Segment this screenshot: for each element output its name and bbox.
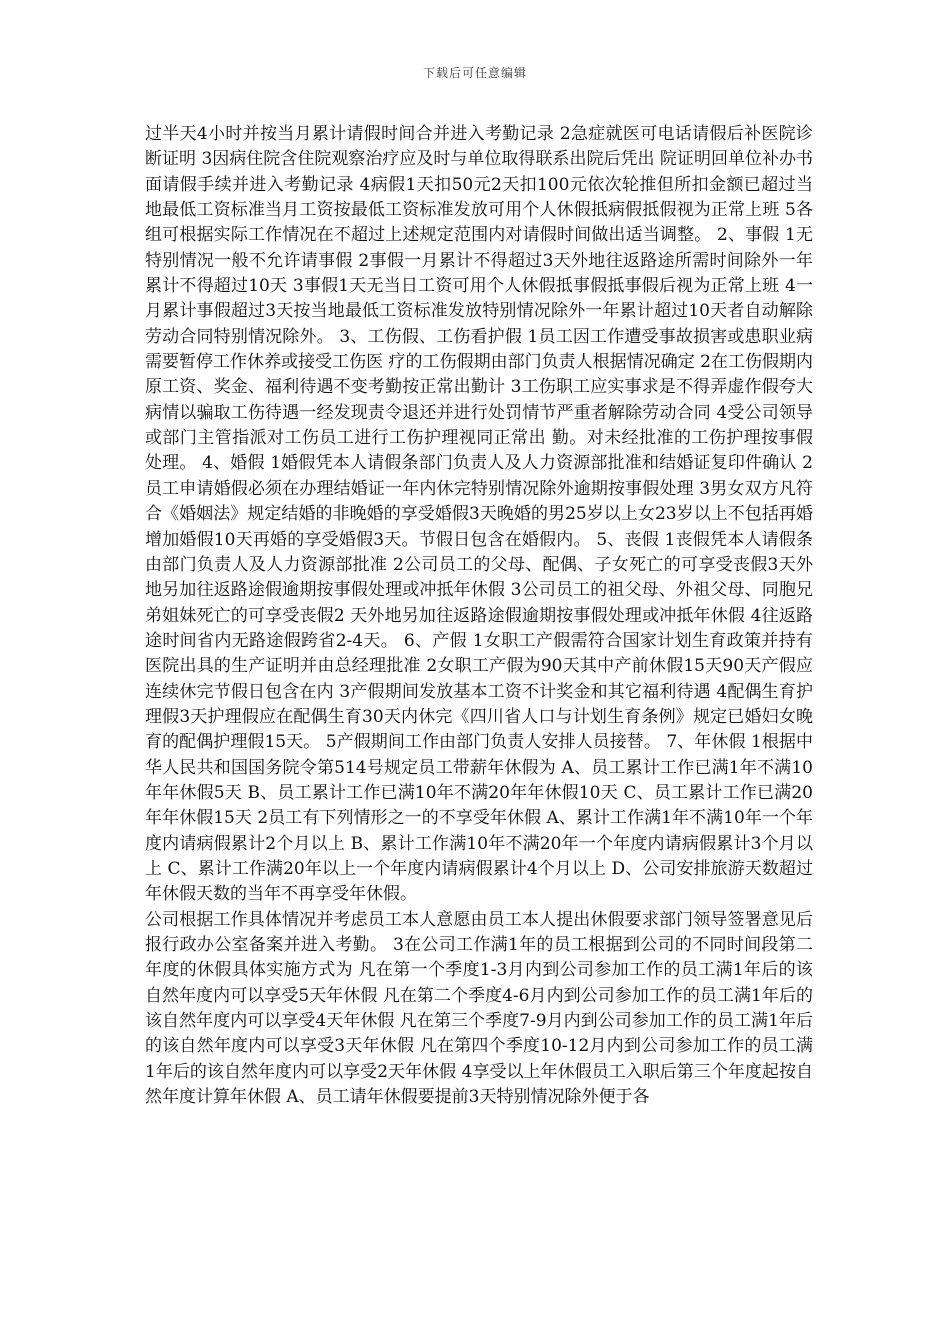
document-body [145,122,813,1110]
page-header: 下载后可任意编辑 [422,66,527,80]
paragraph: 公司根据工作具体情况并考虑员工本人意愿由员工本人提出休假要求部门领导签署意见后报行政办公室备案并进入考勤。 3在公司工作满1年的员工根据到公司的不同时间段第二年度的休假具体实施方式为 凡在第一个季度1-3月内到公司参加工作的员工满1年后的该自然年度内可以享受5天年休假 凡在第二个季度4-6月内到公司参加工作的员工满1年后的该自然年度内可以享受4天年休假 凡在第三个季度7-9月内到公司参加工作的员工满1年后的该自然年度内可以享受3天年休假 凡在第四个季度10-12月内到公司参加工作的员工满1年后的该自然年度内可以享受2天年休假 4享受以上年休假员工入职后第三个年度起按自然年度计算年休假 A、员工请年休假要提前3天特别情况除外便于各 [145,909,813,1108]
paragraph: 过半天4小时并按当月累计请假时间合并进入考勤记录 2急症就医可电话请假后补医院诊断证明 3因病住院含住院观察治疗应及时与单位取得联系出院后凭出 院证明回单位补办书面请假手续并进入考勤记录 4病假1天扣50元2天扣100元依次轮推但所扣金额已超过当地最低工资标准当月工资按最低工资标准发放可用个人休假抵病假抵假视为正常上班 5各组可根据实际工作情况在不超过上述规定范围内对请假时间做出适当调整。 2、事假 1无特别情况一般不允许请事假 2事假一月累计不得超过3天外地往返路途所需时间除外一年累计不得超过10天 3事假1天无当日工资可用个人休假抵事假抵事假后视为正常上班 4一月累计事假超过3天按当地最低工资标准发放特别情况除外一年累计超过10天者自动解除劳动合同特别情况除外。 3、工伤假、工伤看护假 1员工因工作遭受事故损害或患职业病需要暂停工作休养或接受工伤医 疗的工伤假期由部门负责人根据情况确定 2在工伤假期内原工资、奖金、福利待遇不变考勤按正常出勤计 3工伤职工应实事求是不得弄虚作假夸大病情以骗取工伤待遇一经发现责令退还并进行处罚情节严重者解除劳动合同 4受公司领导或部门主管指派对工伤员工进行工伤护理视同正常出 勤。对未经批准的工伤护理按事假处理。 4、婚假 1婚假凭本人请假条部门负责人及人力资源部批准和结婚证复印件确认 2员工申请婚假必须在办理结婚证一年内休完特别情况除外逾期按事假处理 3男女双方凡符合《婚姻法》规定结婚的非晚婚的享受婚假3天晚婚的男25岁以上女23岁以上不包括再婚增加婚假10天再婚的享受婚假3天。节假日包含在婚假内。 5、丧假 1丧假凭本人请假条由部门负责人及人力资源部批准 2公司员工的父母、配偶、子女死亡的可享受丧假3天外地另加往返路途假逾期按事假处理或冲抵年休假 3公司员工的祖父母、外祖父母、同胞兄弟姐妹死亡的可享受丧假2 天外地另加往返路途假逾期按事假处理或冲抵年休假 4往返路途时间省内无路途假跨省2-4天。 6、产假 1女职工产假需符合国家计划生育政策并持有医院出具的生产证明并由总经理批准 2女职工产假为90天其中产前休假15天90天产假应连续休完节假日包含在内 3产假期间发放基本工资不计奖金和其它福利待遇 4配偶生育护理假3天护理假应在配偶生育30天内休完《四川省人口与计划生育条例》规定已婚妇女晚育的配偶护理假15天。 5产假期间工作由部门负责人安排人员接替。 7、年休假 1根据中华人民共和国国务院令第514号规定员工带薪年休假为 A、员工累计工作已满1年不满10年年休假5天 B、员工累计工作已满10年不满20年年休假10天 C、员工累计工作已满20年年休假15天 2员工有下列情形之一的不享受年休假 A、累计工作满1年不满10年一个年度内请病假累计2个月以上 B、累计工作满10年不满20年一个年度内请病假累计3个月以上 C、累计工作满20年以上一个年度内请病假累计4个月以上 D、公司安排旅游天数超过年休假天数的当年不再享受年休假。 [145,124,813,905]
